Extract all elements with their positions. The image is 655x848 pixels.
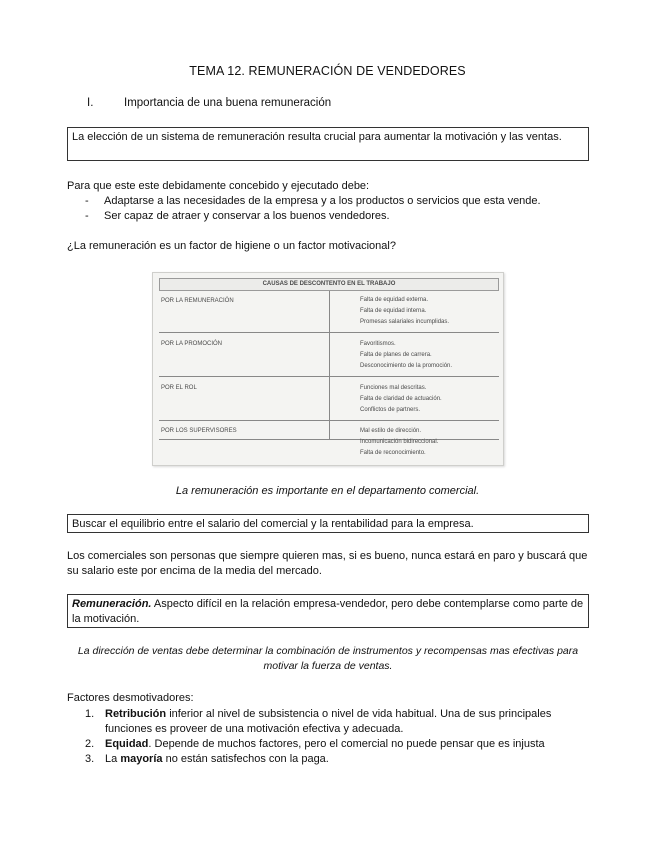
list-item: - Adaptarse a las necesidades de la empresa y a los productos o servicios que esta vende. (85, 195, 541, 207)
table-row-category: POR LA REMUNERACIÓN (161, 298, 234, 304)
sales-direction-quote: La dirección de ventas debe determinar la combinación de instrumentos y recompensas mas efectivas para motivar la fuerza de ventas. (77, 645, 579, 672)
intro-text: Para que este este debidamente concebido y ejecutado debe: (67, 180, 370, 192)
highlight-box-crucial: La elección de un sistema de remuneración resulta crucial para aumentar la motivación y las ventas. (67, 127, 589, 161)
table-row-category: POR LOS SUPERVISORES (161, 428, 237, 434)
section-number: I. (87, 97, 94, 109)
list-item: - Ser capaz de atraer y conservar a los buenos vendedores. (85, 210, 390, 222)
table-row-category: POR LA PROMOCIÓN (161, 341, 223, 347)
list-item: 1. Retribución inferior al nivel de subsistencia o nivel de vida habitual. Una de sus principales funciones es proveer de una motivación efectiva y adecuada. (85, 708, 552, 735)
list-item: 2. Equidad. Depende de muchos factores, pero el comercial no puede pensar que es injusta (85, 738, 545, 750)
discontent-causes-table (152, 272, 504, 466)
section-heading (87, 97, 331, 109)
table-row-category: POR EL ROL (161, 385, 197, 391)
term-remuneration: Remuneración. (72, 598, 152, 610)
highlight-box-balance: Buscar el equilibrio entre el salario del comercial y la rentabilidad para la empresa. (67, 514, 589, 533)
section-title: Importancia de una buena remuneración (124, 97, 332, 109)
table-row-causes: Favoritismos. Falta de planes de carrera. Desconocimiento de la promoción. (360, 341, 453, 369)
question-text: ¿La remuneración es un factor de higiene o un factor motivacional? (67, 240, 396, 252)
table-header: CAUSAS DE DESCONTENTO EN EL TRABAJO (159, 278, 499, 291)
list-item: 3. La mayoría no están satisfechos con la paga. (85, 753, 329, 765)
remuneration-text: Aspecto difícil en la relación empresa-vendedor, pero debe contemplarse como parte de la motivación. (72, 598, 584, 625)
page-title: TEMA 12. REMUNERACIÓN DE VENDEDORES (189, 64, 466, 78)
requirements-list (85, 194, 541, 224)
demotivating-factors-list (85, 707, 585, 767)
table-caption: La remuneración es importante en el departamento comercial. (175, 485, 480, 497)
table-row-causes: Mal estilo de dirección. Incomunicación bidireccional. Falta de reconocimiento. (360, 428, 439, 456)
commercials-paragraph: Los comerciales son personas que siempre quieren mas, si es bueno, nunca estará en paro y buscará que su salario este por encima de la media del mercado. (67, 550, 588, 577)
table-row-causes: Falta de equidad externa. Falta de equidad interna. Promesas salariales incumplidas. (360, 297, 450, 325)
factors-title: Factores desmotivadores: (67, 692, 194, 704)
table-row-causes: Funciones mal descritas. Falta de claridad de actuación. Conflictos de partners. (360, 385, 442, 413)
highlight-box-remuneration (67, 594, 589, 628)
